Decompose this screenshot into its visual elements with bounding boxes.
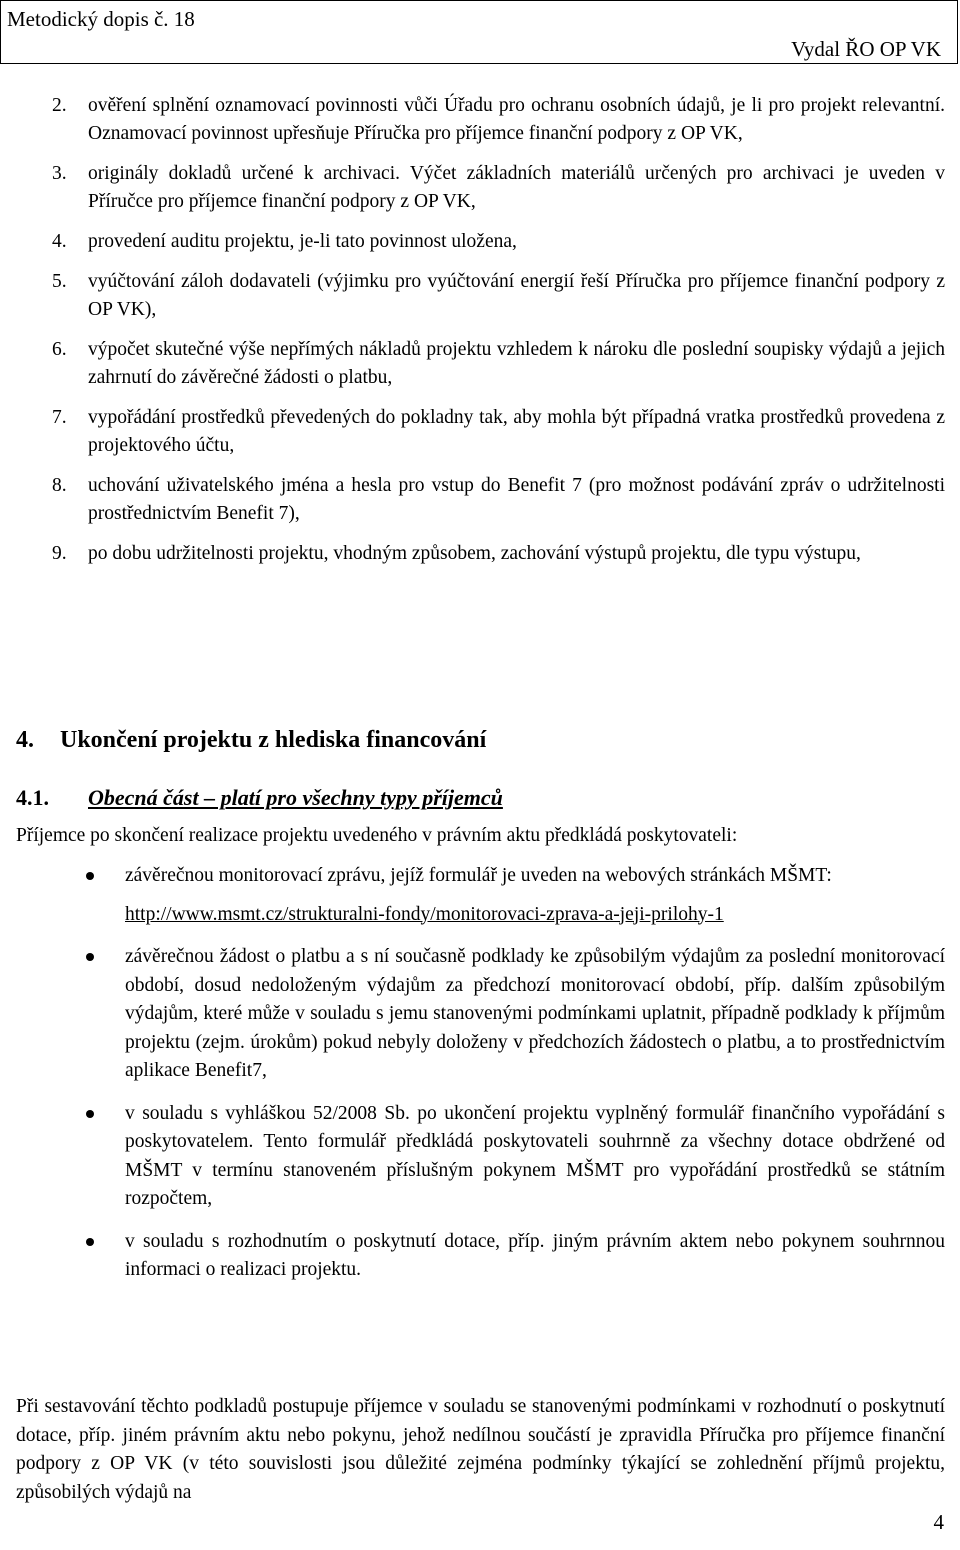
list-item-number: 7. [52,407,67,428]
list-item-number: 8. [52,475,67,496]
list-item-number: 5. [52,271,67,292]
section-title: Ukončení projektu z hlediska financování [60,727,487,753]
list-item-number: 3. [52,163,67,184]
list-item [52,540,945,568]
section-heading [16,727,486,754]
subsection-number: 4.1. [16,785,49,810]
bullet-item [125,1100,945,1214]
bullet-text: v souladu s vyhláškou 52/2008 Sb. po ukončení projektu vyplněný formulář finančního vypořádání s poskytovatelem. Tento formulář předkládá poskytovateli souhrnně za všechny dotace obdržené od MŠMT v termínu stanoveném příslušným pokynem MŠMT pro vypořádání prostředků se státním rozpočtem, [125,1102,945,1209]
list-item-text: vypořádání prostředků převedených do pokladny tak, aby mohla být případná vratka prostředků provedena z projektového účtu, [88,407,945,456]
section-number: 4. [16,727,34,753]
list-item [52,228,945,256]
list-item [52,404,945,460]
list-item [52,160,945,216]
bullet-icon [86,953,94,961]
bullet-icon [86,1110,94,1118]
bullet-text: závěrečnou žádost o platbu a s ní současně podklady ke způsobilým výdajům za poslední monitorovací období, dosud nedoloženým výdajům za předchozí monitorovací období, příp. dalším způsobilým výdajům, které může v souladu s jemu stanovenými podmínkami uplatnit, případně podklady k příjmům projektu (zejm. úrokům) pokud nebyly doloženy v předchozích žádostech o platbu, a to prostřednictvím aplikace Benefit7, [125,946,945,1081]
list-item-text: uchování uživatelského jména a hesla pro vstup do Benefit 7 (pro možnost podávání zpráv o udržitelnosti prostřednictvím Benefit 7), [88,475,945,524]
list-item-number: 9. [52,543,67,564]
bullet-text: v souladu s rozhodnutím o poskytnutí dotace, příp. jiným právním aktem nebo pokynem souhrnnou informaci o realizaci projektu. [125,1230,945,1280]
bullet-icon [86,872,94,880]
list-item [52,336,945,392]
numbered-list [52,92,945,580]
list-item-text: výpočet skutečné výše nepřímých nákladů projektu vzhledem k nároku dle poslední soupisky výdajů a jejich zahrnutí do závěrečné žádosti o platbu, [88,339,945,388]
list-item [52,268,945,324]
header-document-title: Metodický dopis č. 18 [7,7,195,31]
bullet-item [125,1228,945,1285]
subsection-title: Obecná část – platí pro všechny typy příjemců [88,785,503,810]
bullet-icon [86,1238,94,1246]
list-item-number: 6. [52,339,67,360]
list-item-number: 2. [52,95,67,116]
list-item-text: provedení auditu projektu, je-li tato povinnost uložena, [88,231,517,252]
list-item-number: 4. [52,231,67,252]
msmt-link[interactable]: http://www.msmt.cz/strukturalni-fondy/monitorovaci-zprava-a-jeji-prilohy-1 [125,903,724,925]
list-item-text: originály dokladů určené k archivaci. Výčet základních materiálů určených pro archivaci je uveden v Příručce pro příjemce finanční podpory z OP VK, [88,163,945,212]
bullet-item [125,943,945,1086]
list-item [52,92,945,148]
page-number: 4 [933,1510,944,1534]
page-header [0,0,958,64]
list-item-text: ověření splnění oznamovací povinnosti vůči Úřadu pro ochranu osobních údajů, je li pro projekt relevantní. Oznamovací povinnost upřesňuje Příručka pro příjemce finanční podpory z OP VK, [88,95,945,144]
list-item [52,472,945,528]
bullet-item [125,862,945,929]
list-item-text: po dobu udržitelnosti projektu, vhodným způsobem, zachování výstupů projektu, dle typu výstupu, [88,543,861,564]
bullet-text: závěrečnou monitorovací zprávu, jejíž formulář je uveden na webových stránkách MŠMT: [125,865,832,886]
list-item-text: vyúčtování záloh dodavateli (výjimku pro vyúčtování energií řeší Příručka pro příjemce finanční podpory z OP VK), [88,271,945,320]
closing-paragraph: Při sestavování těchto podkladů postupuje příjemce v souladu se stanovenými podmínkami v rozhodnutí o poskytnutí dotace, příp. jiném právním aktu nebo pokynu, jehož nedílnou součástí je zpravidla Příručka pro příjemce finanční podpory z OP VK (v této souvislosti jsou důležité zejména podmínky týkající se zohlednění příjmů projektu, způsobilých výdajů na [16,1396,945,1503]
bullet-list [125,862,945,1299]
subsection-heading [16,785,503,811]
intro-paragraph: Příjemce po skončení realizace projektu uvedeného v právním aktu předkládá poskytovateli: [16,825,738,846]
header-publisher: Vydal ŘO OP VK [791,37,941,61]
